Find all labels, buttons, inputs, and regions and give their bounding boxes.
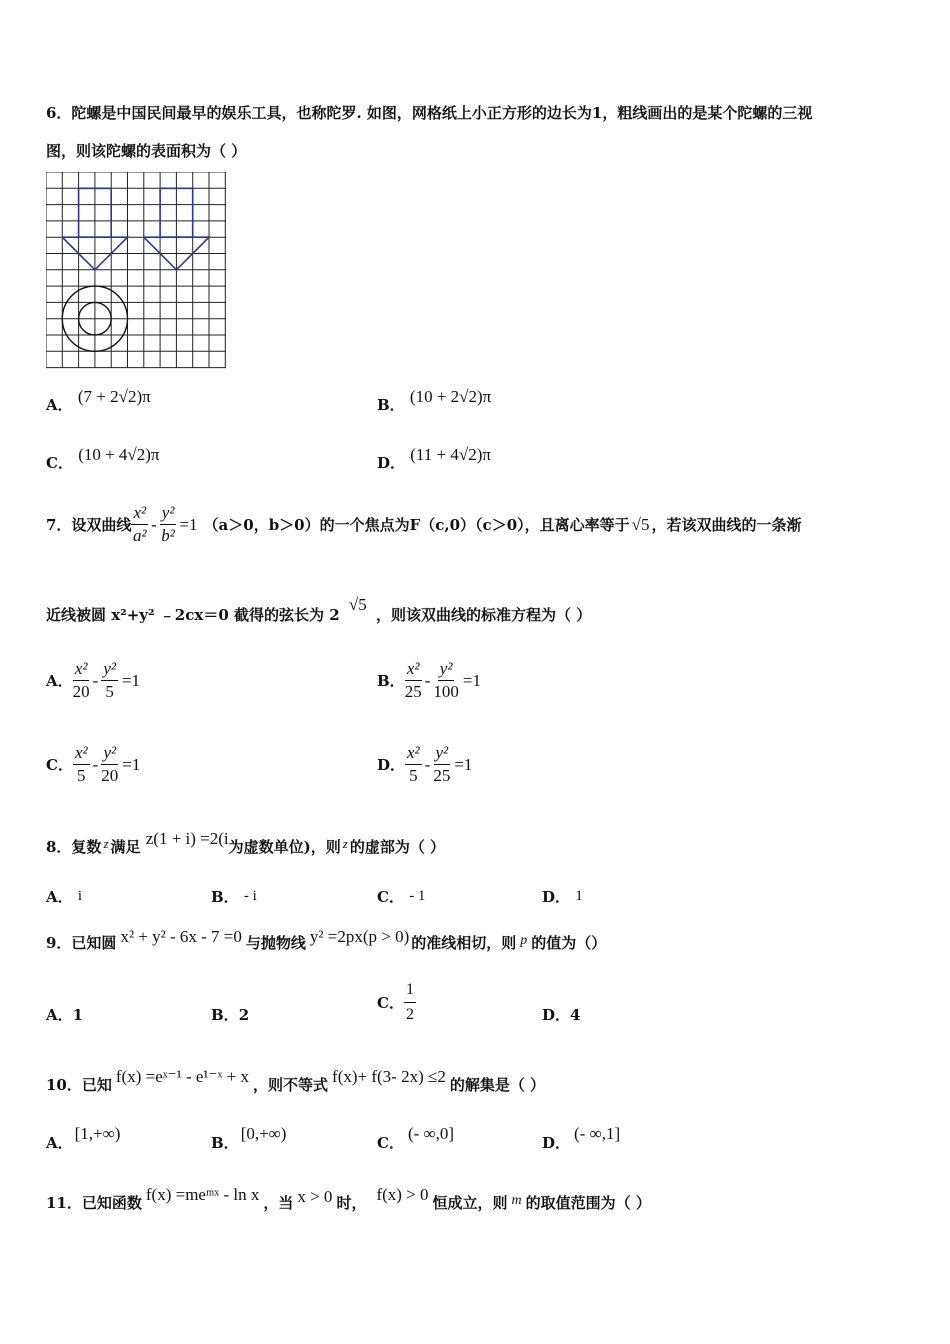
q11-line: 11．已知函数 f(x) =meᵐˣ - ln x ，当 x > 0 时， f(x) > 0 恒成立，则 m 的取值范围为（ ） [46, 1185, 651, 1212]
q7-line1: 7．设双曲线 $\frac{\text{x²}}{\text{a²}}$ - $\frac{\text{y²}}{\text{b²}}$ =1 （a＞0，b＞0）的一个焦点为F（c,0）（c＞0），且离心率等于 √5 ，若该双曲线的一条渐 [46, 503, 802, 545]
q8-option-d[interactable]: D． 1 [542, 888, 583, 906]
q6-line1: 6．陀螺是中国民间最早的娱乐工具，也称陀罗. 如图，网格纸上小正方形的边长为1，粗线画出的是某个陀螺的三视 [46, 104, 813, 122]
q7-option-a[interactable]: A． $\frac{\text{x²}}{20}$ - $\frac{\text{y²}}{5}$ =1 [46, 659, 141, 701]
q9-line: 9．已知圆 x² + y² - 6x - 7 =0 与抛物线 y² =2px(p > 0) 的准线相切，则 p 的值为（） [46, 927, 607, 952]
q7-sqrt5: √5 [631, 514, 650, 534]
q7-frac-y: $\frac{\text{y²}}{\text{b²}}$ [161, 503, 175, 545]
q8-equation: z(1 + i) =2(i [145, 829, 229, 848]
q10-inequality: f(x)+ f(3- 2x) ≤2 [332, 1067, 446, 1086]
q9-option-b[interactable]: B．2 [211, 1006, 250, 1024]
q6-option-a-expr: (7 + 2√2)π [77, 387, 151, 406]
q6-option-d-expr: (11 + 4√2)π [410, 445, 491, 464]
q10-line: 10．已知 f(x) =eˣ⁻¹ - e¹⁻ˣ + x ，则不等式 f(x)+ f(3- 2x) ≤2 的解集是（ ） [46, 1067, 546, 1094]
q10-function: f(x) =eˣ⁻¹ - e¹⁻ˣ + x [115, 1067, 250, 1086]
q10-option-a[interactable]: A． [1,+∞) [46, 1124, 121, 1152]
q11-function: f(x) =meᵐˣ - ln x [145, 1185, 260, 1204]
q8-option-b[interactable]: B． - i [211, 888, 257, 906]
q6-option-c[interactable]: C． (10 + 4√2)π [46, 445, 160, 472]
q10-option-d[interactable]: D． (- ∞,1] [542, 1124, 621, 1152]
q6-option-b-expr: (10 + 2√2)π [409, 387, 492, 406]
q10-option-c[interactable]: C． (- ∞,0] [377, 1124, 455, 1152]
q8-option-a[interactable]: A． i [46, 888, 83, 906]
q9-circle-equation: x² + y² - 6x - 7 =0 [120, 927, 242, 946]
q9-option-c[interactable]: C． $\frac{1}{2}$ [377, 981, 414, 1023]
q7-option-d[interactable]: D． $\frac{\text{x²}}{5}$ - $\frac{\text{y²}}{25}$ =1 [377, 743, 473, 785]
q7-line2: 近线被圆 x²+y² ﹣2cx＝0 截得的弦长为 2 √5 ，则该双曲线的标准方程为（ ） [46, 595, 592, 624]
q9-option-d[interactable]: D．4 [542, 1006, 581, 1024]
q7-frac-x: $\frac{\text{x²}}{\text{a²}}$ [132, 503, 147, 545]
q8-line: 8．复数 z 满足 z(1 + i) =2(i为虚数单位)，则 z 的虚部为（ ） [46, 829, 446, 856]
q9-parabola-equation: y² =2px(p > 0) [309, 927, 410, 946]
q7-sqrt5-chord: √5 [348, 595, 367, 614]
q7-option-c[interactable]: C． $\frac{\text{x²}}{5}$ - $\frac{\text{y²}}{20}$ =1 [46, 743, 141, 785]
q6-option-b[interactable]: B． (10 + 2√2)π [377, 387, 492, 414]
q9-option-a[interactable]: A．1 [46, 1006, 84, 1024]
q6-line2: 图，则该陀螺的表面积为（ ） [46, 142, 247, 160]
q6-option-d[interactable]: D． (11 + 4√2)π [377, 445, 491, 472]
q10-option-b[interactable]: B． [0,+∞) [211, 1124, 287, 1152]
q6-option-a[interactable]: A． (7 + 2√2)π [46, 387, 151, 414]
q7-option-b[interactable]: B． $\frac{\text{x²}}{25}$ - $\frac{\text{y²}}{100}$ =1 [377, 659, 481, 701]
three-view-figure [46, 172, 230, 370]
q8-option-c[interactable]: C． - 1 [377, 888, 426, 906]
q6-option-c-expr: (10 + 4√2)π [78, 445, 160, 464]
